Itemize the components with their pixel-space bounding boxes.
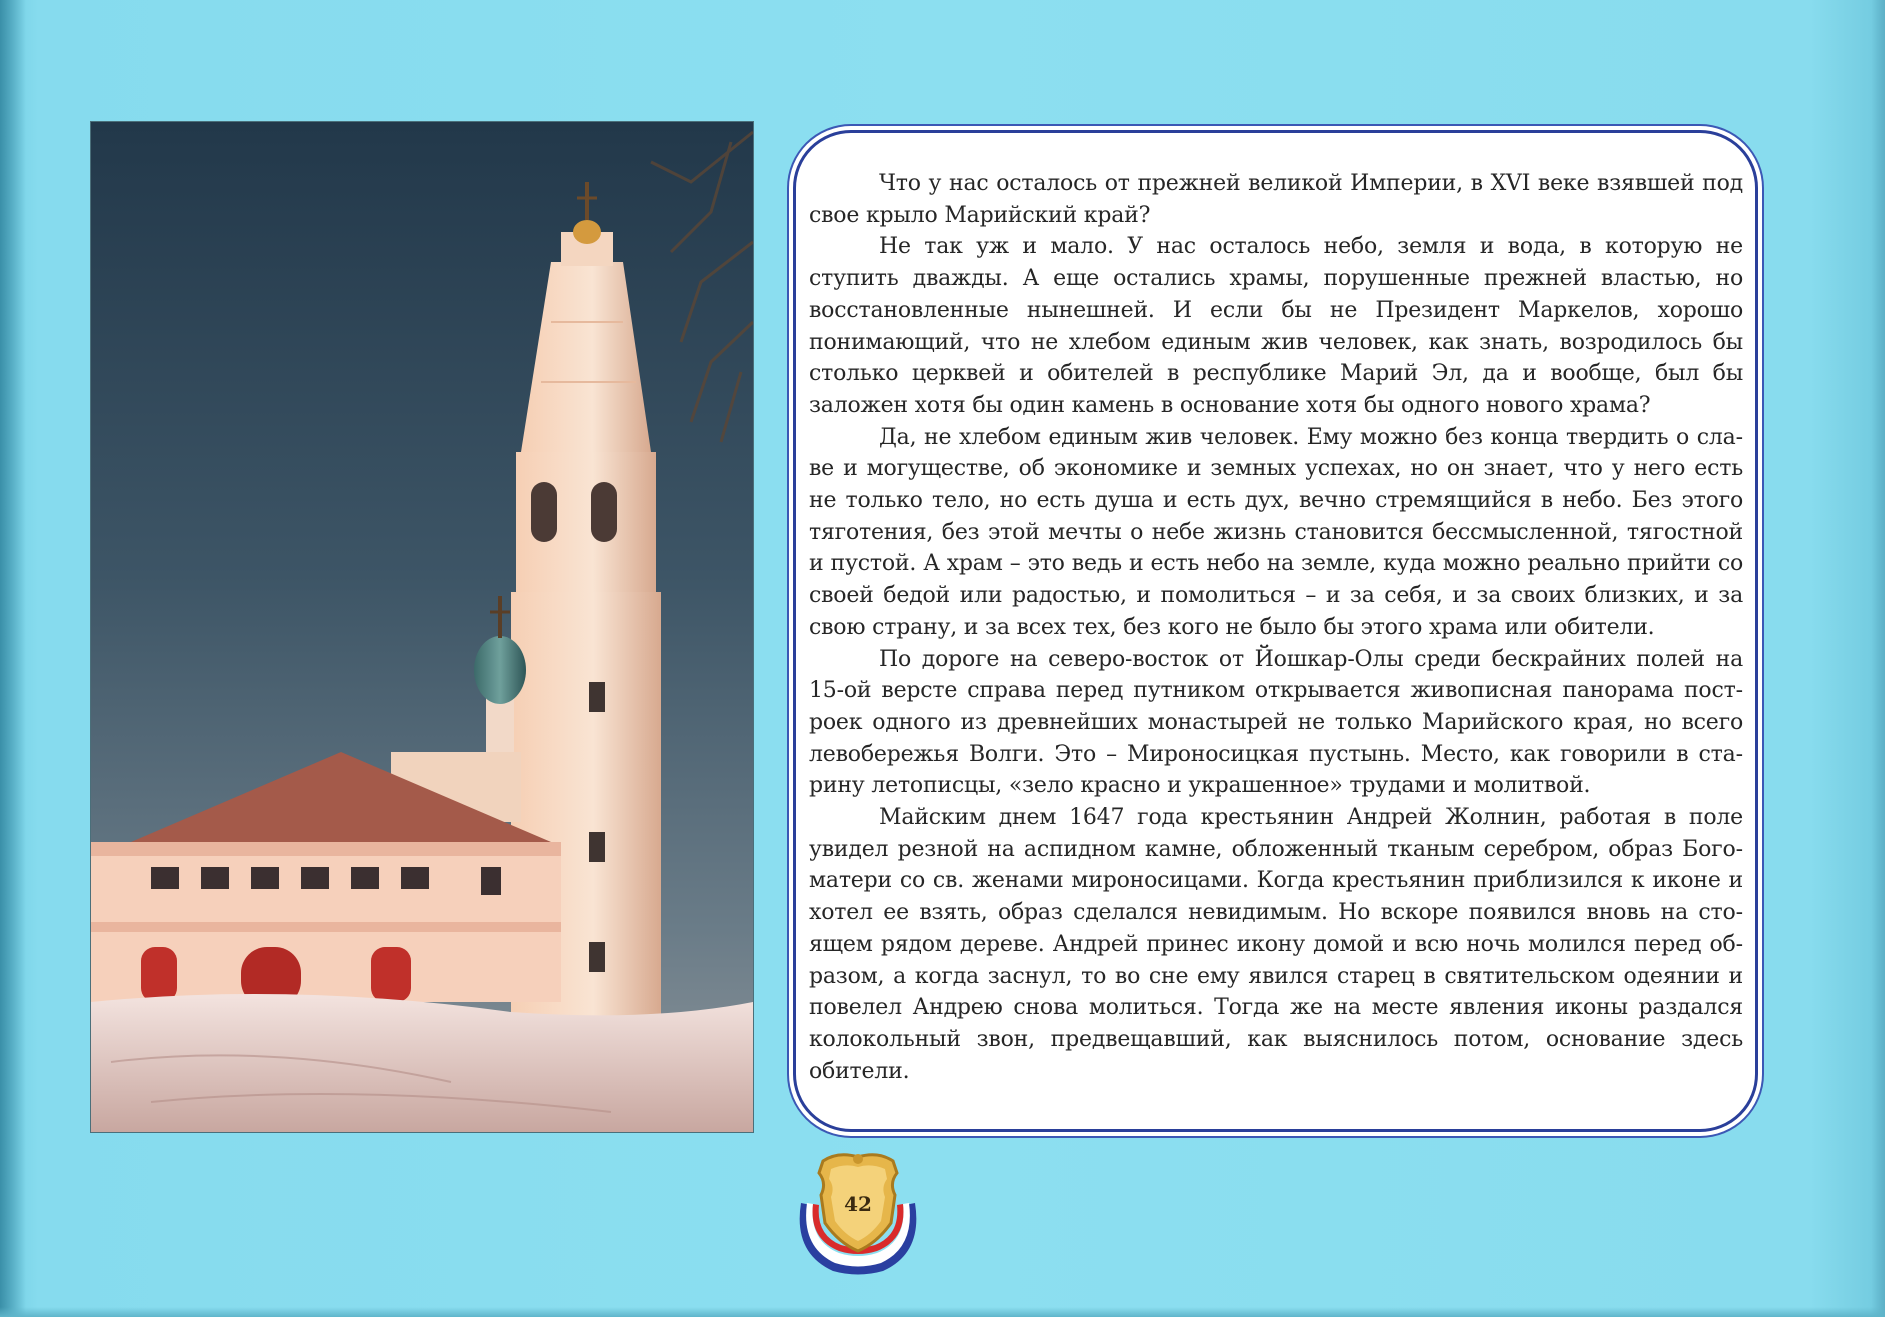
page-edge-bottom bbox=[0, 1307, 1885, 1317]
article-paragraph-3: Да, не хлебом единым жив человек. Ему можно без конца твердить о славе и могуществе, об экономике и земных успехах, но он знает, что у него есть не только тело, но есть душа и есть дух, вечно стремящийся в небо. Без этого тяготения, без этой мечты о небе жизнь становится бессмысленной, тягостной и пустой. А храм – это ведь и есть небо на земле, куда можно реально прийти со своей бедой или радостью, и помолиться – и за себя, и за своих близких, и за свою страну, и за всех тех, без кого не было бы этого храма или обители. bbox=[809, 424, 1743, 640]
snow bbox=[91, 994, 753, 1132]
monastery-photo-illustration bbox=[91, 122, 753, 1132]
article-paragraph-1: Что у нас осталось от прежней великой Империи, в XVI веке взявшей под свое крыло Марийский край? bbox=[809, 171, 1743, 228]
spine-shadow bbox=[0, 0, 26, 1317]
page-edge-right bbox=[1871, 0, 1885, 1317]
monastery-photo bbox=[91, 122, 753, 1132]
article-paragraph-2: Не так уж и мало. У нас осталось небо, земля и вода, в которую не ступить дважды. А еще остались храмы, порушенные прежней властью, но восстановленные нынешней. И если бы не Президент Маркелов, хорошо понимающий, что не хлебом единым жив человек, как знать, возродилось бы столько церквей и обителей в республике Марий Эл, да и вообще, был бы заложен хотя бы один камень в основание хотя бы одного нового храма? bbox=[809, 234, 1743, 418]
page-number: 42 bbox=[844, 1192, 872, 1216]
article-paragraph-5: Майским днем 1647 года крестьянин Андрей Жолнин, работая в поле увидел резной на аспидном камне, обложенный тканым серебром, образ Богоматери со св. женами мироносицами. Когда крестьянин приблизился к иконе и хотел ее взять, образ сделался невидимым. Но вскоре появился вновь на стоящем рядом дереве. Андрей принес икону домой и всю ночь молился перед образом, а когда заснул, то во сне ему явился старец в святительском одеянии и повелел Андрею снова молиться. Тогда же на месте явления иконы раздался колокольный звон, предвещавший, как выяснилось потом, основание здесь обители. bbox=[809, 805, 1743, 1084]
article-paragraph-4: По дороге на северо-восток от Йошкар-Олы среди бескрайних полей на 15-ой версте справа перед путником открывается живописная панорама построек одного из древнейших монастырей не только Марийского края, но всего левобережья Волги. Это – Мироносицкая пустынь. Место, как говорили в старину летописцы, «зело красно и украшенное» трудами и молитвой. bbox=[809, 646, 1743, 799]
article-text bbox=[809, 168, 1743, 1087]
